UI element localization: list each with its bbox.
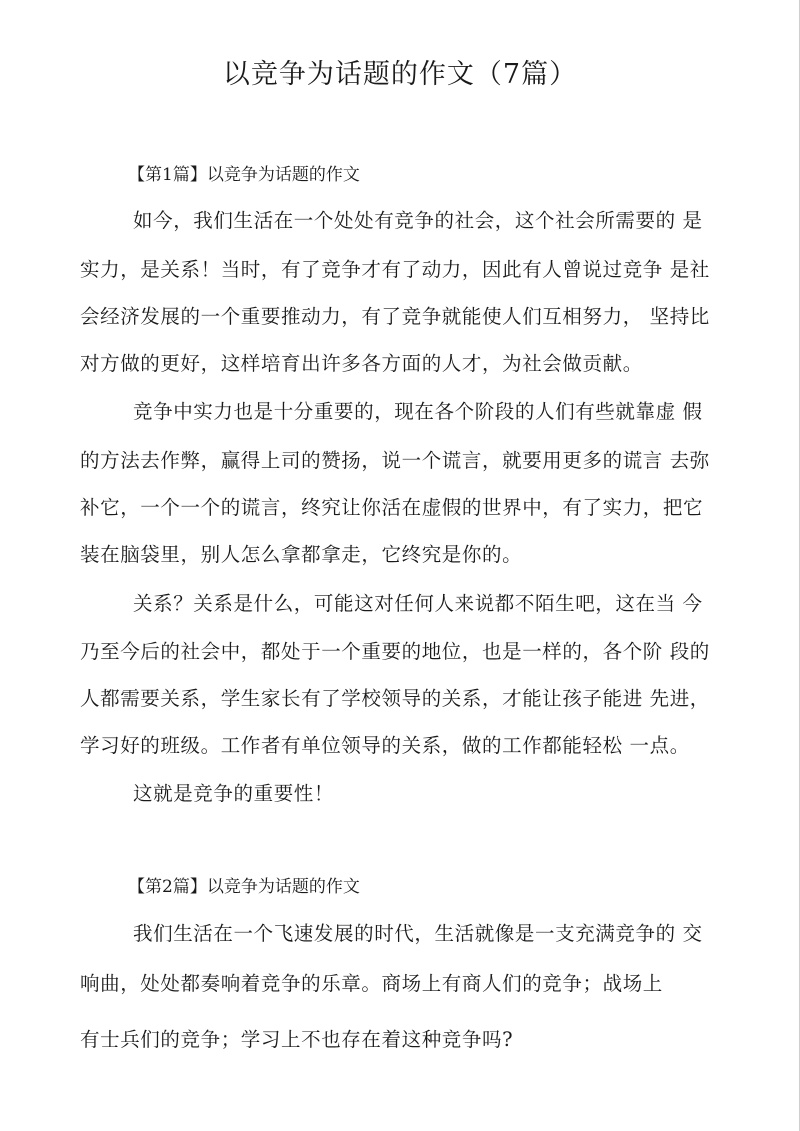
essay-1-line: 学习好的班级。工作者有单位领导的关系，做的工作都能轻松 一点。 — [80, 734, 690, 757]
essay-1-line: 的方法去作弊，赢得上司的赞扬，说一个谎言，就要用更多的谎言 去弥 — [80, 449, 710, 472]
essay-1-line: 这就是竞争的重要性！ — [133, 782, 335, 805]
document-title: 以竞争为话题的作文（7篇） — [222, 59, 578, 90]
essay-1-line: 实力，是关系！当时，有了竞争才有了动力，因此有人曾说过竞争 是社 — [80, 258, 710, 281]
essay-1-line: 装在脑袋里，别人怎么拿都拿走，它终究是你的。 — [80, 543, 523, 566]
essay-2-heading: 【第2篇】以竞争为话题的作文 — [128, 877, 360, 897]
essay-1-line: 乃至今后的社会中，都处于一个重要的地位，也是一样的，各个阶 段的 — [80, 640, 710, 663]
essay-1-line: 竞争中实力也是十分重要的，现在各个阶段的人们有些就靠虚 假 — [133, 400, 703, 423]
essay-1-line: 关系？关系是什么，可能这对任何人来说都不陌生吧，这在当 今 — [133, 592, 703, 615]
essay-2-line: 我们生活在一个飞速发展的时代，生活就像是一支充满竞争的 交 — [133, 922, 703, 945]
essay-1-line: 如今，我们生活在一个处处有竞争的社会，这个社会所需要的 是 — [133, 209, 703, 232]
essay-1-line: 补它，一个一个的谎言，终究让你活在虚假的世界中，有了实力，把它 — [80, 496, 704, 519]
essay-1-line: 对方做的更好，这样培育出许多各方面的人才，为社会做贡献。 — [80, 352, 643, 375]
essay-1-heading: 【第1篇】以竞争为话题的作文 — [128, 165, 360, 185]
essay-2-line: 有士兵们的竞争；学习上不也存在着这种竞争吗? — [80, 1028, 514, 1051]
essay-1-line: 人都需要关系，学生家长有了学校领导的关系，才能让孩子能进 先进， — [80, 687, 710, 710]
essay-1-line: 会经济发展的一个重要推动力，有了竞争就能使人们互相努力， 坚持比 — [80, 305, 710, 328]
essay-2-line: 响曲，处处都奏响着竞争的乐章。商场上有商人们的竞争；战场上 — [80, 972, 663, 995]
